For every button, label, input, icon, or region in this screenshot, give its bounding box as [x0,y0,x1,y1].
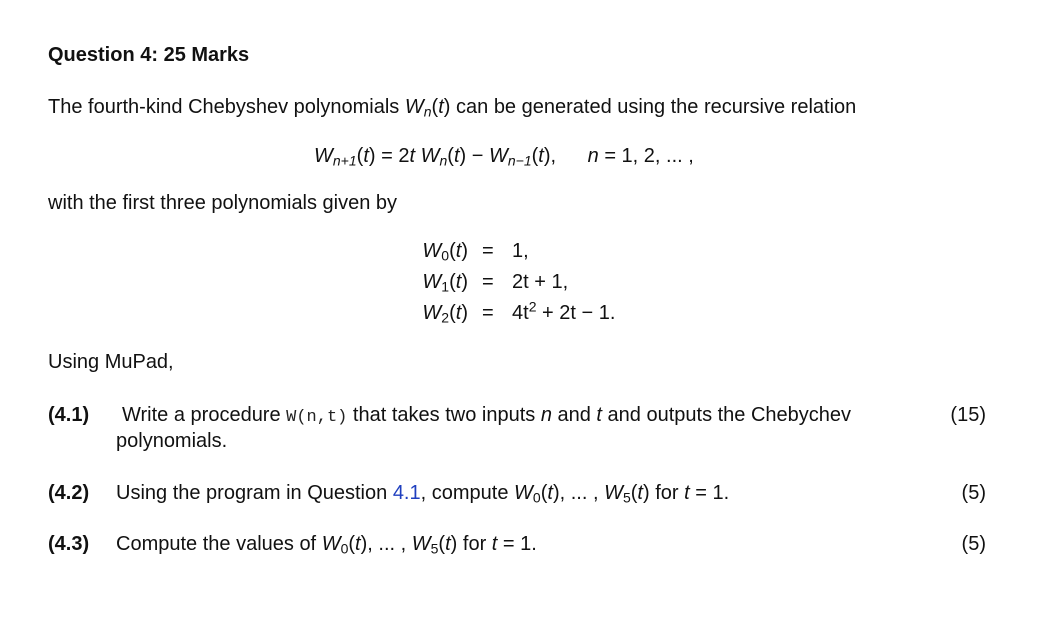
poly-rhs: 1, [512,240,529,262]
poly-row-1: $W_1(t)$ = 2t + 1, [422,271,569,295]
question-4-3-text: Compute the values of $W_0(t)$, ... , $W_5(t)$ for t = 1. [116,533,537,557]
poly-W: W [422,240,442,262]
poly-t: t [455,271,462,293]
marks-badge: (5) [961,482,986,504]
poly-row-0: $W_0(t)$ = 1, [422,240,529,264]
poly-rhs: 4t [512,302,529,324]
range-W: W [514,482,533,504]
q-text: for [649,482,685,504]
range-W: W [604,482,623,504]
poly-equals: = [482,240,494,262]
q-cond: = 1. [497,533,537,555]
question-number: (4.3) [48,533,90,555]
poly-equals: = [482,302,494,324]
poly-rhs: 2t + 1, [512,271,569,293]
q-text: for [457,533,492,555]
question-heading: Question 4: 25 Marks [48,44,250,66]
range-t: t [637,482,643,504]
code-snippet: W(n,t) [286,408,348,427]
q-text: and outputs the Chebychev [601,404,852,426]
eq-equals: = 2 [375,145,410,167]
poly-t: t [455,240,462,262]
poly-equals: = [482,271,494,293]
question-number: (4.1) [48,404,90,426]
recursion-equation: $W_{n+1}(t) = 2t$ $W_n(t) - W_{n-1}(t)$, n = 1, 2, ... , [314,145,694,169]
eq-n: n [587,145,599,167]
range-t: t [684,482,690,504]
poly-row-2: $W_2(t)$ = $4t^2 + 2t - 1$. [422,298,616,326]
var-t: t [596,404,602,426]
range-sub: 5 [622,489,631,506]
poly-W: W [422,302,442,324]
poly-rhs: + 2t − 1. [536,302,616,324]
poly-t: t [455,302,462,324]
poly-sub: 2 [441,309,450,326]
intro-paragraph: The fourth-kind Chebyshev polynomials $W_n(t)$ can be generated using the recursive relation [48,96,857,120]
eq-sub: n [439,152,448,169]
range-t: t [547,482,553,504]
range-t: t [445,533,451,555]
marks-badge: (15) [950,404,986,426]
eq-sub: n+1 [332,152,357,169]
range-sub: 0 [532,489,541,506]
poly-sub: 1 [441,278,450,295]
eq-t: t [453,145,460,167]
eq-t: t [538,145,544,167]
var-n: n [540,404,552,426]
eq-sub: n−1 [507,152,532,169]
symbol-t: t [438,96,444,118]
intro-text-a: The fourth-kind Chebyshev polynomials [48,96,405,118]
q-text: Write a procedure [122,404,287,426]
eq-range: = 1, 2, ... , [598,145,694,167]
question-link[interactable]: 4.1 [392,482,421,504]
using-mupad-text: Using MuPad, [48,351,174,373]
range-dots: , ... , [559,482,605,504]
poly-sub: 0 [441,247,450,264]
eq-W: W [314,145,333,167]
q-text: Compute the values of [116,533,322,555]
q-text: , compute [420,482,515,504]
symbol-W: W [404,96,424,118]
question-4-1-text [122,404,851,427]
marks-badge: (5) [961,533,986,555]
question-4-2-text: Using the program in Question 4.1, compute $W_0(t)$, ... , $W_5(t)$ for t = 1. [116,482,730,506]
range-sub: 5 [430,540,439,557]
range-sub: 0 [340,540,349,557]
symbol-sub-n: n [423,103,432,120]
q-text: that takes two inputs [347,404,541,426]
q-cond: = 1. [689,482,730,504]
eq-t: t [409,145,416,167]
range-t: t [491,533,498,555]
q-text: Using the program in Question [116,482,393,504]
q-text: and [551,404,597,426]
range-W: W [321,533,341,555]
eq-W: W [420,145,440,167]
eq-minus: − [466,145,489,167]
range-W: W [411,533,431,555]
poly-sup: 2 [528,298,537,315]
first-three-text: with the first three polynomials given by [48,192,398,214]
poly-W: W [422,271,442,293]
eq-t: t [363,145,369,167]
question-number: (4.2) [48,482,90,504]
range-dots: , ... , [367,533,412,555]
range-t: t [355,533,361,555]
question-4-1-line2: polynomials. [116,430,228,452]
eq-W: W [488,145,508,167]
intro-text-b: can be generated using the recursive relation [450,96,857,118]
